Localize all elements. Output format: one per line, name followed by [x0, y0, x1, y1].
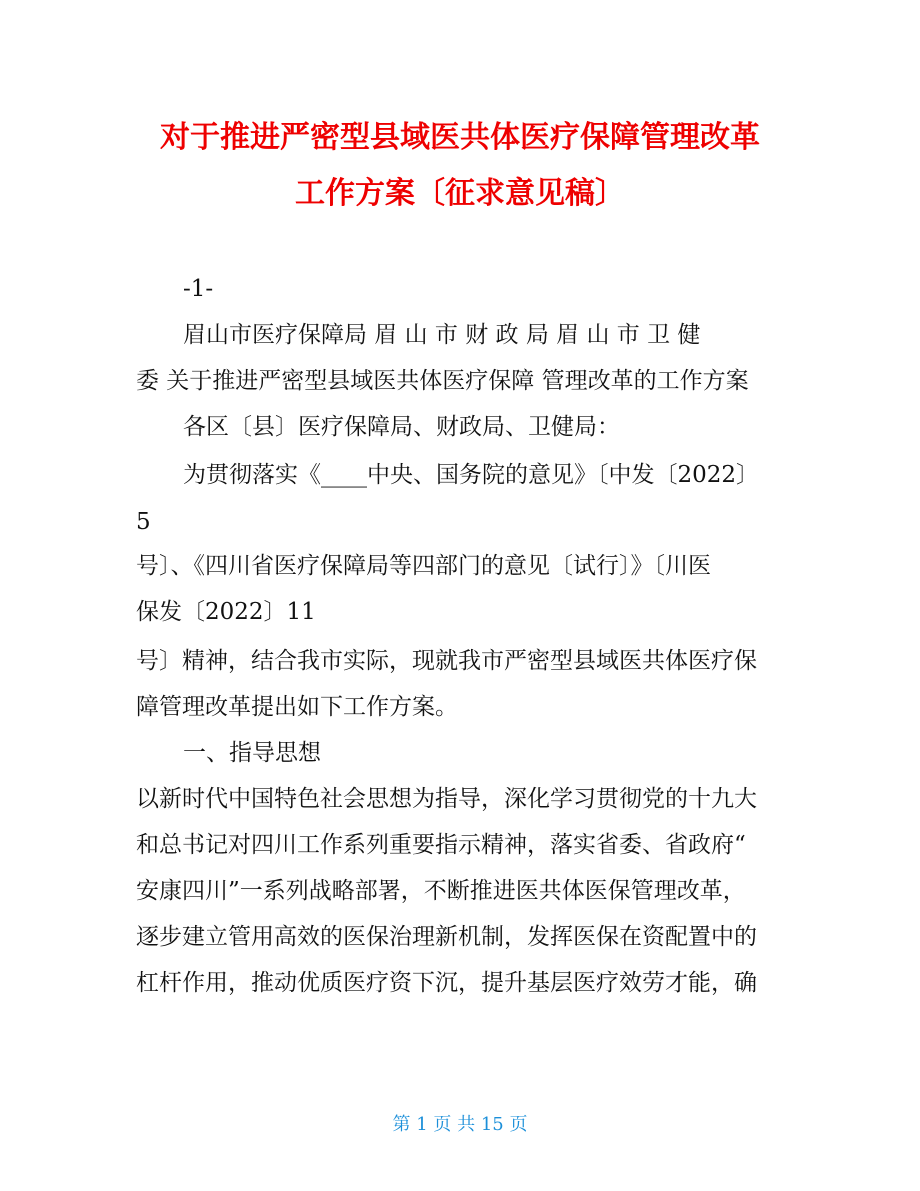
body-paragraph-line: 保发〔2022〕11: [136, 599, 316, 625]
body-paragraph-line: 为贯彻落实《____中央、国务院的意见》〔中发〔2022〕: [183, 462, 760, 488]
body-paragraph-line: 以新时代中国特色社会思想为指导，深化学习贯彻党的十九大: [136, 786, 757, 812]
document-title-line-1: 对于推进严密型县域医共体医疗保障管理改革: [160, 120, 760, 155]
body-paragraph-line: 号〕精神，结合我市实际，现就我市严密型县域医共体医疗保: [136, 648, 757, 674]
section-heading: 一、指导思想: [183, 740, 321, 766]
body-paragraph-line: 5: [136, 509, 151, 535]
addressee-line: 各区〔县〕医疗保障局、财政局、卫健局：: [183, 414, 620, 440]
body-paragraph-line: 逐步建立管用高效的医保治理新机制，发挥医保在资配置中的: [136, 924, 757, 950]
document-subject-line: 委 关于推进严密型县域医共体医疗保障 管理改革的工作方案: [136, 368, 749, 394]
body-paragraph-line: 安康四川”一系列战略部署，不断推进医共体医保管理改革，: [136, 878, 746, 904]
document-title-line-2: 工作方案〔征求意见稿〕: [295, 176, 625, 211]
page-footer: 第 1 页 共 15 页: [392, 1114, 528, 1135]
issuer-line: 眉山市医疗保障局 眉 山 市 财 政 局 眉 山 市 卫 健: [183, 322, 701, 348]
body-paragraph-line: 号〕、《四川省医疗保障局等四部门的意见〔试行〕》〔川医: [136, 553, 711, 579]
body-paragraph-line: 和总书记对四川工作系列重要指示精神，落实省委、省政府“: [136, 832, 746, 858]
body-paragraph-line: 杠杆作用，推动优质医疗资下沉，提升基层医疗效劳才能，确: [136, 970, 757, 996]
page-marker: -1-: [183, 276, 214, 302]
body-paragraph-line: 障管理改革提出如下工作方案。: [136, 694, 458, 720]
